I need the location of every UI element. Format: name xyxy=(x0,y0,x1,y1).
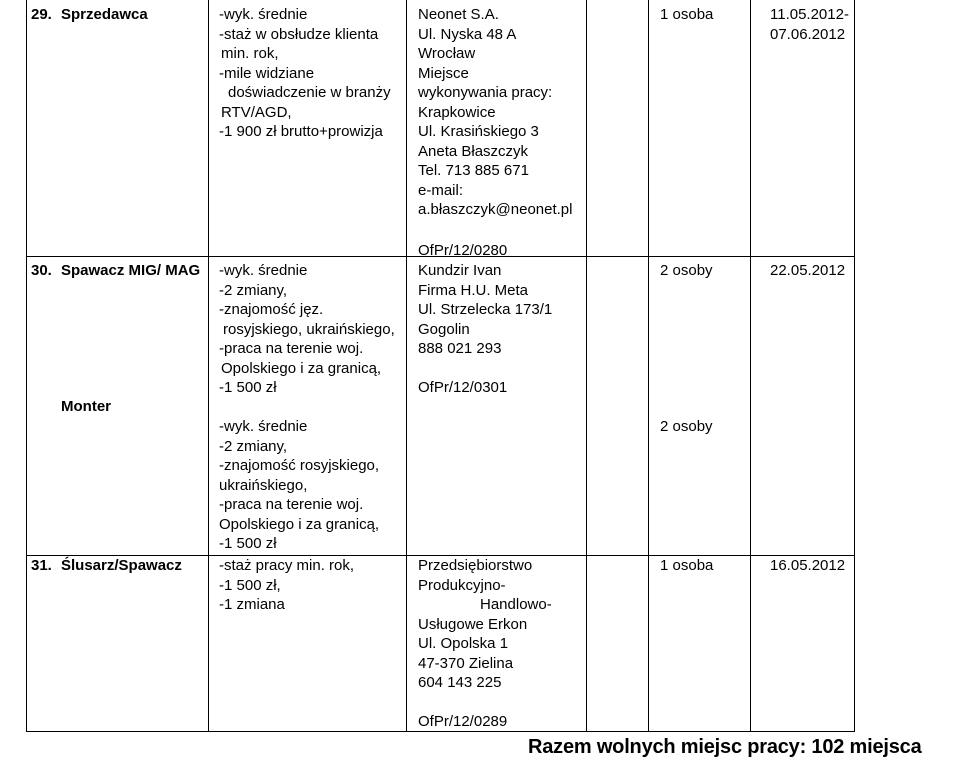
requirement-line: Opolskiego i za granicą, xyxy=(219,515,380,533)
offer-id: OfPr/12/0301 xyxy=(418,379,508,396)
employer-line: Ul. Krasińskiego 3 xyxy=(418,123,539,140)
employer-line: 604 143 225 xyxy=(418,674,502,691)
requirements-list xyxy=(219,5,391,142)
requirement-line: -wyk. średnie xyxy=(219,6,308,23)
vacancy-count: 2 osoby xyxy=(660,418,713,435)
employer-line: Produkcyjno- xyxy=(418,576,506,594)
offer-date xyxy=(770,5,849,44)
requirement-line: -1 900 zł brutto+prowizja xyxy=(219,123,383,140)
employer-line: wykonywania pracy: xyxy=(418,84,553,101)
vacancy-count: 1 osoba xyxy=(660,557,714,574)
employer-line: e-mail: xyxy=(418,181,464,199)
date-line: 11.05.2012- xyxy=(770,6,849,23)
requirement-line: rosyjskiego, ukraińskiego, xyxy=(223,320,395,338)
position-name: Ślusarz/Spawacz xyxy=(61,557,182,574)
employer-line: 888 021 293 xyxy=(418,340,502,357)
table-border-right xyxy=(854,0,855,732)
column-divider xyxy=(208,0,209,732)
requirement-line: -praca na terenie woj. xyxy=(219,496,364,513)
row-number: 29. xyxy=(31,6,52,23)
requirement-line: -2 zmiany, xyxy=(219,281,288,299)
employer-line: Ul. Nyska 48 A xyxy=(418,25,517,43)
requirement-line: -mile widziane xyxy=(219,64,315,82)
offer-id: OfPr/12/0280 xyxy=(418,242,508,259)
row-number: 31. xyxy=(31,557,52,574)
employer-line: 47-370 Zielina xyxy=(418,654,514,672)
column-divider xyxy=(648,0,649,732)
position-name: Spawacz MIG/ MAG xyxy=(61,262,201,279)
requirement-line: -1 500 zł xyxy=(219,535,277,552)
employer-line: Ul. Strzelecka 173/1 xyxy=(418,301,553,318)
date-line: 07.06.2012 xyxy=(770,25,846,43)
employer-line: Przedsiębiorstwo xyxy=(418,557,533,574)
employer-info xyxy=(418,556,552,693)
employer-line: Handlowo- xyxy=(480,596,552,613)
employer-line: Ul. Opolska 1 xyxy=(418,635,509,652)
employer-email[interactable]: a.błaszczyk@neonet.pl xyxy=(418,201,573,218)
requirement-line: RTV/AGD, xyxy=(221,103,292,121)
employer-line: Firma H.U. Meta xyxy=(418,281,529,299)
requirement-line: doświadczenie w branży xyxy=(228,84,391,101)
column-divider xyxy=(406,0,407,732)
requirement-line: -znajomość jęz. xyxy=(219,301,324,318)
offer-date: 16.05.2012 xyxy=(770,557,846,574)
employer-line: Aneta Błaszczyk xyxy=(418,142,529,160)
requirement-line: -wyk. średnie xyxy=(219,262,308,279)
column-divider xyxy=(586,0,587,732)
position-name: Monter xyxy=(61,398,111,415)
employer-info xyxy=(418,5,572,220)
employer-line: Neonet S.A. xyxy=(418,6,499,23)
requirements-list xyxy=(219,261,395,398)
requirements-list xyxy=(219,417,379,554)
employer-line: Krapkowice xyxy=(418,103,496,121)
employer-line: Usługowe Erkon xyxy=(418,615,528,633)
total-vacancies-summary: Razem wolnych miejsc pracy: 102 miejsca xyxy=(528,736,922,758)
requirement-line: Opolskiego i za granicą, xyxy=(221,359,382,377)
requirement-line: -wyk. średnie xyxy=(219,418,308,435)
column-divider xyxy=(750,0,751,732)
employer-info xyxy=(418,261,552,359)
employer-line: Kundzir Ivan xyxy=(418,262,502,279)
vacancy-count: 2 osoby xyxy=(660,262,713,279)
employer-line: Wrocław xyxy=(418,45,476,62)
requirement-line: -znajomość rosyjskiego, xyxy=(219,457,380,474)
requirement-line: -staż w obsłudze klienta xyxy=(219,25,379,43)
requirement-line: -2 zmiany, xyxy=(219,437,288,455)
employer-line: Gogolin xyxy=(418,320,470,338)
requirement-line: -1 500 zł xyxy=(219,379,277,396)
requirement-line: -praca na terenie woj. xyxy=(219,340,364,357)
position-name: Sprzedawca xyxy=(61,6,148,23)
employer-line: Miejsce xyxy=(418,64,469,82)
table-border-left xyxy=(26,0,27,732)
requirement-line: -staż pracy min. rok, xyxy=(219,557,355,574)
requirement-line: -1 500 zł, xyxy=(219,576,281,594)
employer-line: Tel. 713 885 671 xyxy=(418,162,529,179)
vacancy-count: 1 osoba xyxy=(660,6,714,23)
requirement-line: min. rok, xyxy=(221,45,279,62)
offer-id: OfPr/12/0289 xyxy=(418,713,508,730)
requirement-line: ukraińskiego, xyxy=(219,476,308,494)
offer-date: 22.05.2012 xyxy=(770,262,846,279)
row-number: 30. xyxy=(31,262,52,279)
requirements-list xyxy=(219,556,354,615)
requirement-line: -1 zmiana xyxy=(219,596,285,613)
